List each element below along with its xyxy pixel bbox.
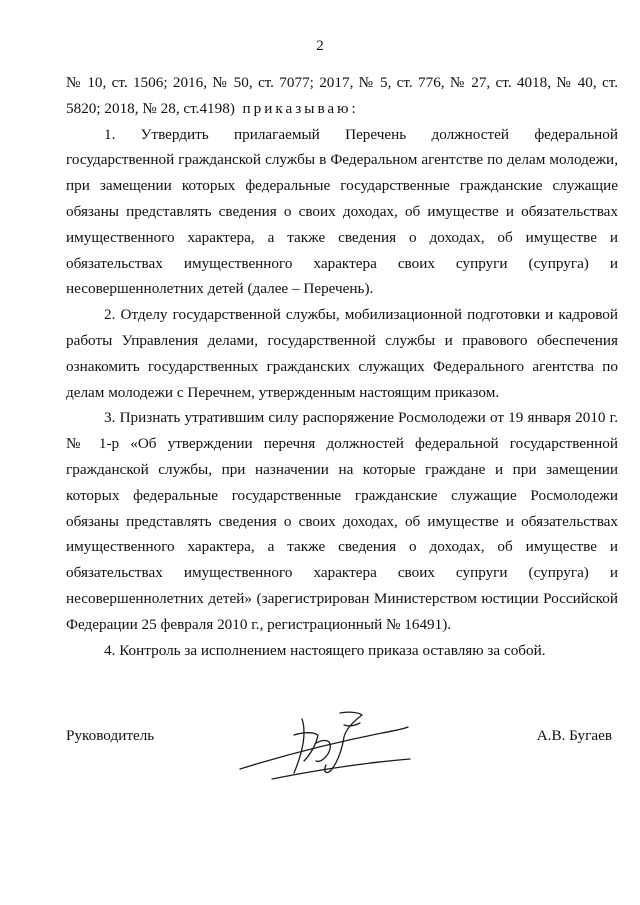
order-word: приказываю: [242, 99, 359, 117]
paragraph-1: 1. Утвердить прилагаемый Перечень должностей федеральной государственной гражданской службы в Федеральном агентстве по делам молодежи, при замещении которых федеральные государственные гражданские служащие обязаны представлять сведения о своих доходах, об имуществе и обязательствах имущественного характера, а также сведения о доходах, об имуществе и обязательствах имущественного характера своих супруги (супруга) и несовершеннолетних детей (далее – Перечень). [66, 125, 618, 298]
page-number: 2 [316, 38, 324, 54]
paragraph-3: 3. Признать утратившим силу распоряжение Росмолодежи от 19 января 2010 г. № 1-р «Об утверждении перечня должностей федеральной государственной гражданской службы, при назначении на которые граждане и при замещении которых федеральные государственные гражданские служащие Росмолодежи обязаны представлять сведения о своих доходах, об имуществе и обязательствах имущественного характера, а также сведения о доходах, об имуществе и обязательствах имущественного характера своих супруги (супруга) и несовершеннолетних детей» (зарегистрирован Министерством юстиции Российской Федерации 25 февраля 2010 г., регистрационный № 16491). [66, 409, 618, 633]
paragraph-2: 2. Отделу государственной службы, мобилизационной подготовки и кадровой работы Управления делами, государственной службы и правового обеспечения ознакомить государственных гражданских служащих Федерального агентства по делам молодежи с Перечнем, утвержденным настоящим приказом. [66, 306, 618, 401]
document-body [66, 70, 618, 663]
handwritten-signature [232, 705, 422, 785]
paragraph-4: 4. Контроль за исполнением настоящего приказа оставляю за собой. [104, 641, 546, 659]
signatory-name: А.В. Бугаев [536, 727, 612, 744]
lead-paragraph [66, 70, 618, 122]
signatory-title: Руководитель [66, 727, 155, 744]
lead-text: № 10, ст. 1506; 2016, № 50, ст. 7077; 2017, № 5, ст. 776, № 27, ст. 4018, № 40, ст. 5820; 2018, № 28, ст.4198) [66, 74, 618, 117]
